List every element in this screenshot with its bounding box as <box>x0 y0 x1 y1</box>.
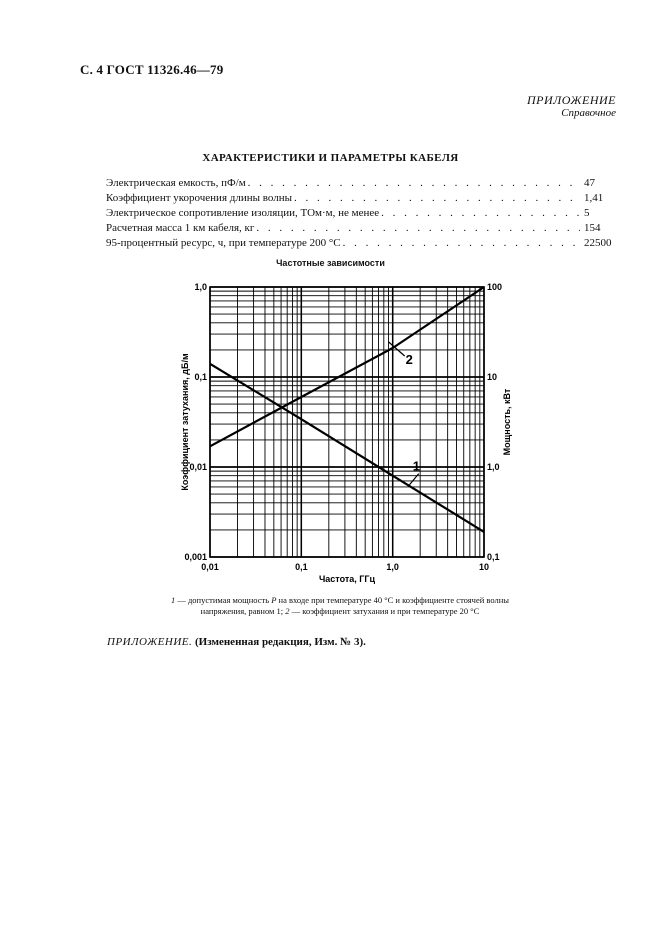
page-header: С. 4 ГОСТ 11326.46—79 <box>80 62 224 77</box>
param-label: 95-процентный ресурс, ч, при температуре 200 °С <box>106 237 341 249</box>
y-right-tick-label: 0,1 <box>487 552 500 562</box>
series-label-1: 1 <box>412 458 420 474</box>
caption-text-1: — допустимая мощность <box>175 595 272 605</box>
param-value: 1,41 <box>584 192 604 204</box>
figure-caption <box>150 595 530 617</box>
param-value: 47 <box>584 177 595 189</box>
y-left-tick-label: 0,001 <box>184 552 207 562</box>
y-left-axis-label: Коэффициент затухания, дБ/м <box>180 353 190 491</box>
caption-text-2: на входе при температуре 40 °С и коэффициенте стоячей волны напряжения, равном 1; <box>200 595 509 616</box>
param-label: Электрическая емкость, пФ/м <box>106 177 246 189</box>
x-axis-label: Частота, ГГц <box>318 574 376 584</box>
y-left-tick-label: 0,01 <box>189 462 207 472</box>
caption-symbol-p: Р <box>271 595 277 605</box>
section-title: ХАРАКТЕРИСТИКИ И ПАРАМЕТРЫ КАБЕЛЯ <box>202 152 459 164</box>
param-label: Коэффициент укорочения длины волны <box>106 192 292 204</box>
y-right-tick-label: 100 <box>487 282 503 292</box>
param-value: 22500 <box>584 237 612 249</box>
footer-bold: (Измененная редакция, Изм. № 3). <box>194 636 366 648</box>
footer-italic: ПРИЛОЖЕНИЕ. <box>107 636 193 648</box>
param-label: Расчетная масса 1 км кабеля, кг <box>106 222 255 234</box>
caption-num-2: 2 <box>285 606 290 616</box>
appendix-sublabel: Справочное <box>561 107 616 119</box>
caption-text-3: — коэффициент затухания и при температуре 20 °С <box>289 606 480 616</box>
footer-note <box>107 636 366 648</box>
chart-title: Частотные зависимости <box>276 258 385 268</box>
appendix-label: ПРИЛОЖЕНИЕ <box>527 93 616 107</box>
series-line-1 <box>210 364 484 532</box>
y-right-tick-label: 10 <box>487 372 498 382</box>
x-tick-label: 0,01 <box>201 562 219 572</box>
plot-frame <box>210 287 484 557</box>
param-label: Электрическое сопротивление изоляции, ТОм·м, не менее <box>106 207 380 219</box>
series-line-2 <box>210 287 484 446</box>
param-value: 154 <box>584 222 601 234</box>
caption-num-1: 1 <box>170 595 176 605</box>
param-value: 5 <box>584 207 590 219</box>
y-left-tick-label: 1,0 <box>194 282 207 292</box>
x-tick-label: 10 <box>478 562 490 572</box>
series-label-2: 2 <box>405 352 413 368</box>
y-right-tick-label: 1,0 <box>487 462 500 472</box>
x-tick-label: 1,0 <box>386 562 399 572</box>
x-tick-label: 0,1 <box>295 562 308 572</box>
y-right-axis-label: Мощность, кВт <box>502 388 512 456</box>
y-left-tick-label: 0,1 <box>194 372 207 382</box>
